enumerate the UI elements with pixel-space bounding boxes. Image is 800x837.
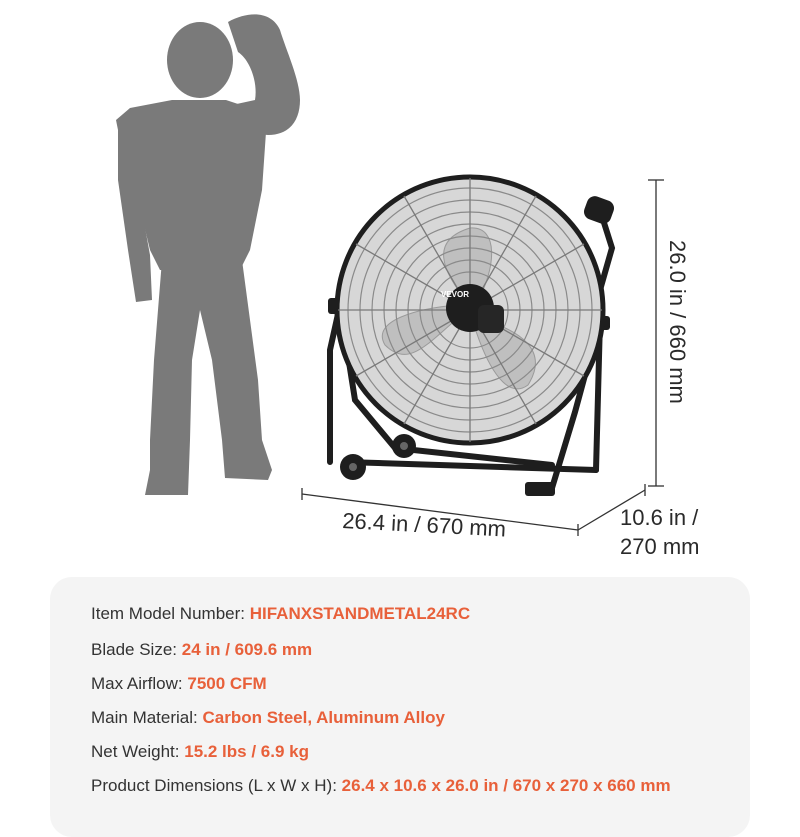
spec-blade-size: [91, 640, 312, 660]
spec-label: Item Model Number:: [91, 604, 250, 623]
spec-value: HIFANXSTANDMETAL24RC: [249, 604, 471, 623]
spec-label: Blade Size:: [91, 640, 182, 659]
spec-value: 26.4 x 10.6 x 26.0 in / 670 x 270 x 660 mm: [341, 776, 671, 795]
spec-product-dimensions: [91, 776, 671, 796]
spec-main-material: [91, 708, 445, 728]
depth-dimension-line2: 270 mm: [620, 534, 700, 559]
spec-label: Net Weight:: [91, 742, 185, 761]
spec-value: Carbon Steel, Aluminum Alloy: [202, 708, 445, 727]
spec-net-weight: [91, 742, 309, 762]
spec-model-number: [91, 604, 470, 624]
spec-value: 7500 CFM: [187, 674, 267, 693]
spec-max-airflow: [91, 674, 267, 694]
spec-value: 24 in / 609.6 mm: [181, 640, 313, 659]
fan-logo: VEVOR: [441, 290, 470, 299]
depth-dimension-line1: 10.6 in /: [620, 505, 699, 530]
fan-head: [337, 177, 603, 443]
spec-value: 15.2 lbs / 6.9 kg: [184, 742, 309, 761]
depth-dimension-label: [620, 503, 699, 561]
human-silhouette: [116, 14, 300, 495]
height-dimension-label: 26.0 in / 660 mm: [665, 240, 690, 404]
fan-handle: [582, 194, 617, 226]
width-dimension-label: 26.4 in / 670 mm: [341, 508, 507, 542]
spec-label: Main Material:: [91, 708, 203, 727]
spec-label: Max Airflow:: [91, 674, 188, 693]
spec-label: Product Dimensions (L x W x H):: [91, 776, 342, 795]
